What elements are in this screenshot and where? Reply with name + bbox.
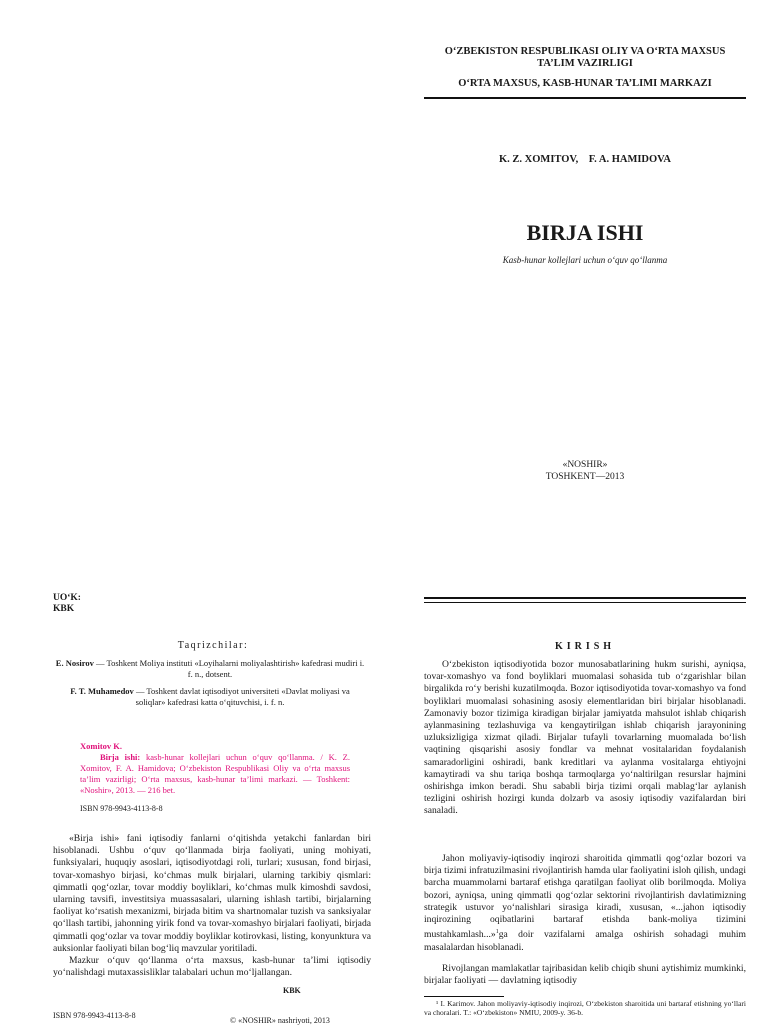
intro-rule-top bbox=[424, 597, 746, 599]
intro-rule-bottom bbox=[424, 602, 746, 603]
reviewer-2-text: — Toshkent davlat iqtisodiyot universiteti «Davlat moliyasi va soliqlar» kafedrasi katta o‘qituvchisi, i. f. n. bbox=[133, 686, 350, 707]
classification bbox=[53, 593, 81, 615]
intro-paragraph-2: Jahon moliyaviy-iqtisodiy inqirozi sharoitida qimmatli qog‘ozlar bozori va birja tizimi infratuzilmasini rivojlantirish hamda ular faoliyatini isloh qilish, undagi barcha muammolarni bartaraf etishga qaratilgan faoliyat olib borilmoqda. Moliya bozori, ayniqsa, uning qimmatli qog‘ozlar sektorini rivojlantirish davlatimizning strategik ustuvor yo‘nalishlari sirasiga kiradi, xususan, «...jahon iqtisodiy inqirozining oqibatlarini bartaraf etishda bank-moliya tizimini mustahkamlash...»$^1$ga doir vazifalarni amalga oshirish sohadagi muhim masalalardan hisoblanadi. bbox=[424, 853, 746, 953]
book-title: BIRJA ISHI bbox=[526, 220, 644, 245]
center-header: O‘RTA MAXSUS, KASB-HUNAR TA’LIMI MARKAZI bbox=[458, 78, 712, 89]
footnote-rule bbox=[424, 996, 504, 997]
book-subtitle: Kasb-hunar kollejlari uchun o‘quv qo‘llanma bbox=[502, 255, 668, 265]
header-rule bbox=[424, 97, 746, 99]
footer-isbn: ISBN 978-9943-4113-8-8 bbox=[53, 1011, 136, 1020]
ministry-line-1: O‘ZBEKISTON RESPUBLIKASI OLIY VA O‘RTA MAXSUS bbox=[444, 46, 726, 57]
authors: K. Z. XOMITOV, F. A. HAMIDOVA bbox=[498, 154, 671, 165]
reviewer-1-name: E. Nosirov bbox=[55, 658, 94, 668]
catalog-description: kasb-hunar kollejlari uchun o‘quv qo‘llanma. / K. Z. Xomitov, F. A. Hamidova; O‘zbekiston Respublikasi Oliy va o‘rta maxsus ta’lim vazirligi; O‘rta maxsus, kasb-hunar ta’limi markazi. — Toshkent: «Noshir», 2013. — 216 bet. bbox=[80, 752, 350, 795]
catalog-entry bbox=[80, 741, 350, 796]
reviewer-2 bbox=[55, 686, 365, 708]
intro-paragraph-1: O‘zbekiston iqtisodiyotida bozor munosabatlarining hukm surishi, ayniqsa, tovar-xomashyo va fond boyliklari muomalasi sohasida tub o‘zgarishlar bilan birgalikda ro‘y berishi kuzatilmoqda. Bozor iqtisodiyotida tovar-xomashyo va fond boyliklari muomalasi sohasining asosiy elementlaridan biri birjalar hisoblanadi. Zamonaviy bozor tizimiga kiradigan birjalar jamiyatda mahsulot ishlab chiqarish aylanmasining tezlashuviga va kengaytirilgan ishlab chiqarish jarayonining uzluksizligiga xizmat qiladi. Birjalar tufayli tovarlarning muomalada bo‘lish vaqtining qisqarishi asosiy fondlar va mehnat vositalaridan foydalanish samaradorligini oshiradi, bank kreditlari va aylanma vositalarga ehtiyojni kamaytiradi va shu tariqa boshqa tarmoqlarga yo‘naltirilgan resurslar hajmini oshirishga imkon beradi. Shu sababli birja tizimi orqali mablag‘lar aylanish tezligini oshirish hozirgi kunda dolzarb va asosiy iqtisodiy vazifalardan biri sanaladi. bbox=[424, 659, 746, 817]
footer-kbk: KBK bbox=[283, 986, 301, 995]
ministry-line-2: TA’LIM VAZIRLIGI bbox=[537, 58, 633, 69]
publisher-city-year: TOSHKENT—2013 bbox=[545, 472, 625, 482]
reviewer-2-name: F. T. Muhamedov bbox=[70, 686, 134, 696]
catalog-title-label: Birja ishi: bbox=[100, 752, 141, 762]
catalog-isbn: ISBN 978-9943-4113-8-8 bbox=[80, 804, 163, 813]
ministry-header bbox=[420, 46, 750, 70]
reviewers-heading: Taqrizchilar: bbox=[177, 640, 249, 651]
reviewer-1 bbox=[55, 658, 365, 680]
annotation-paragraph-1: «Birja ishi» fani iqtisodiy fanlarni o‘qitishda yetakchi fanlardan biri hisoblanadi. Ushbu o‘quv qo‘llanmada birja faoliyati, uning mohiyati, funksiyalari, huquqiy asoslari, iqtisodiyotdagi roli, turlari; xususan, fond birjasi, tovar-xomashyo birjasi, ko‘chmas mulk birjalari, ularning tarkibiy qismlari: qimmatli qog‘ozlar, tovar moddiy boyliklari, ko‘chmas mulk kimoshdi savdosi, ularning tavsifi, investitsiya muassasalari, ularning ishlash tartibi, birjalarning faoliyat ko‘rsatish mexanizmi, birjada bitim va shartnomalar tuzish va sanksiyalar qo‘llash tartibi, jahonning yirik fond va tovar-xomashyo birjalari faoliyati, birjada qimmatli qog‘ozlar va tovar moddiy boyliklar kotirovkasi, listing, konyunktura va auksionlar faoliyati bilan bog‘liq mavzular yoritiladi. bbox=[53, 833, 371, 954]
catalog-author: Xomitov K. bbox=[80, 741, 123, 751]
intro-paragraph-2-main: Jahon moliyaviy-iqtisodiy inqirozi sharoitida qimmatli qog‘ozlar bozori va birja tizimi infratuzilmasini rivojlantirish hamda ular faoliyatini isloh qilish, undagi barcha muammolarni bartaraf etishga qaratilgan faoliyat olib borilmoqda. Moliya bozori, ayniqsa, uning qimmatli qog‘ozlar sektorini rivojlantirish davlatimizning strategik ustuvor yo‘nalishlari sirasiga kiradi, xususan, «...jahon iqtisodiy inqirozining oqibatlarini bartaraf etishda bank-moliya tizimini mustahkamlash...» bbox=[424, 853, 746, 941]
annotation-paragraph-2: Mazkur o‘quv qo‘llanma o‘rta maxsus, kasb-hunar ta’limi iqtisodiy yo‘nalishdagi mutaxassisliklar talabalari uchun mo‘ljallangan. bbox=[53, 955, 371, 979]
intro-paragraph-3: Rivojlangan mamlakatlar tajribasidan kelib chiqib shuni aytishimiz mumkinki, birjalar faoliyati — davlatning iqtisodiy bbox=[424, 963, 746, 987]
reviewer-1-text: — Toshkent Moliya instituti «Loyihalarni moliyalashtirish» kafedrasi mudiri i. f. n., dotsent. bbox=[93, 658, 365, 679]
intro-paragraph-2-tail: ga doir vazifalarni amalga oshirish sohadagi muhim masalalardan hisoblanadi. bbox=[424, 929, 746, 953]
uok-label: UO‘K: bbox=[53, 593, 81, 603]
footer-copyright: © «NOSHIR» nashriyoti, 2013 bbox=[230, 1016, 330, 1025]
catalog-text bbox=[80, 752, 350, 796]
publisher-block bbox=[420, 459, 750, 483]
intro-heading: KIRISH bbox=[554, 641, 616, 652]
footnote: ¹ I. Karimov. Jahon moliyaviy-iqtisodiy inqirozi, O‘zbekiston sharoitida uni bartaraf etishning yo‘llari va choralari. T.: «O‘zbekiston» NMIU, 2009-y. 36-b. bbox=[424, 999, 746, 1017]
publisher-name: «NOSHIR» bbox=[562, 460, 608, 470]
kbk-label: KBK bbox=[53, 604, 75, 614]
